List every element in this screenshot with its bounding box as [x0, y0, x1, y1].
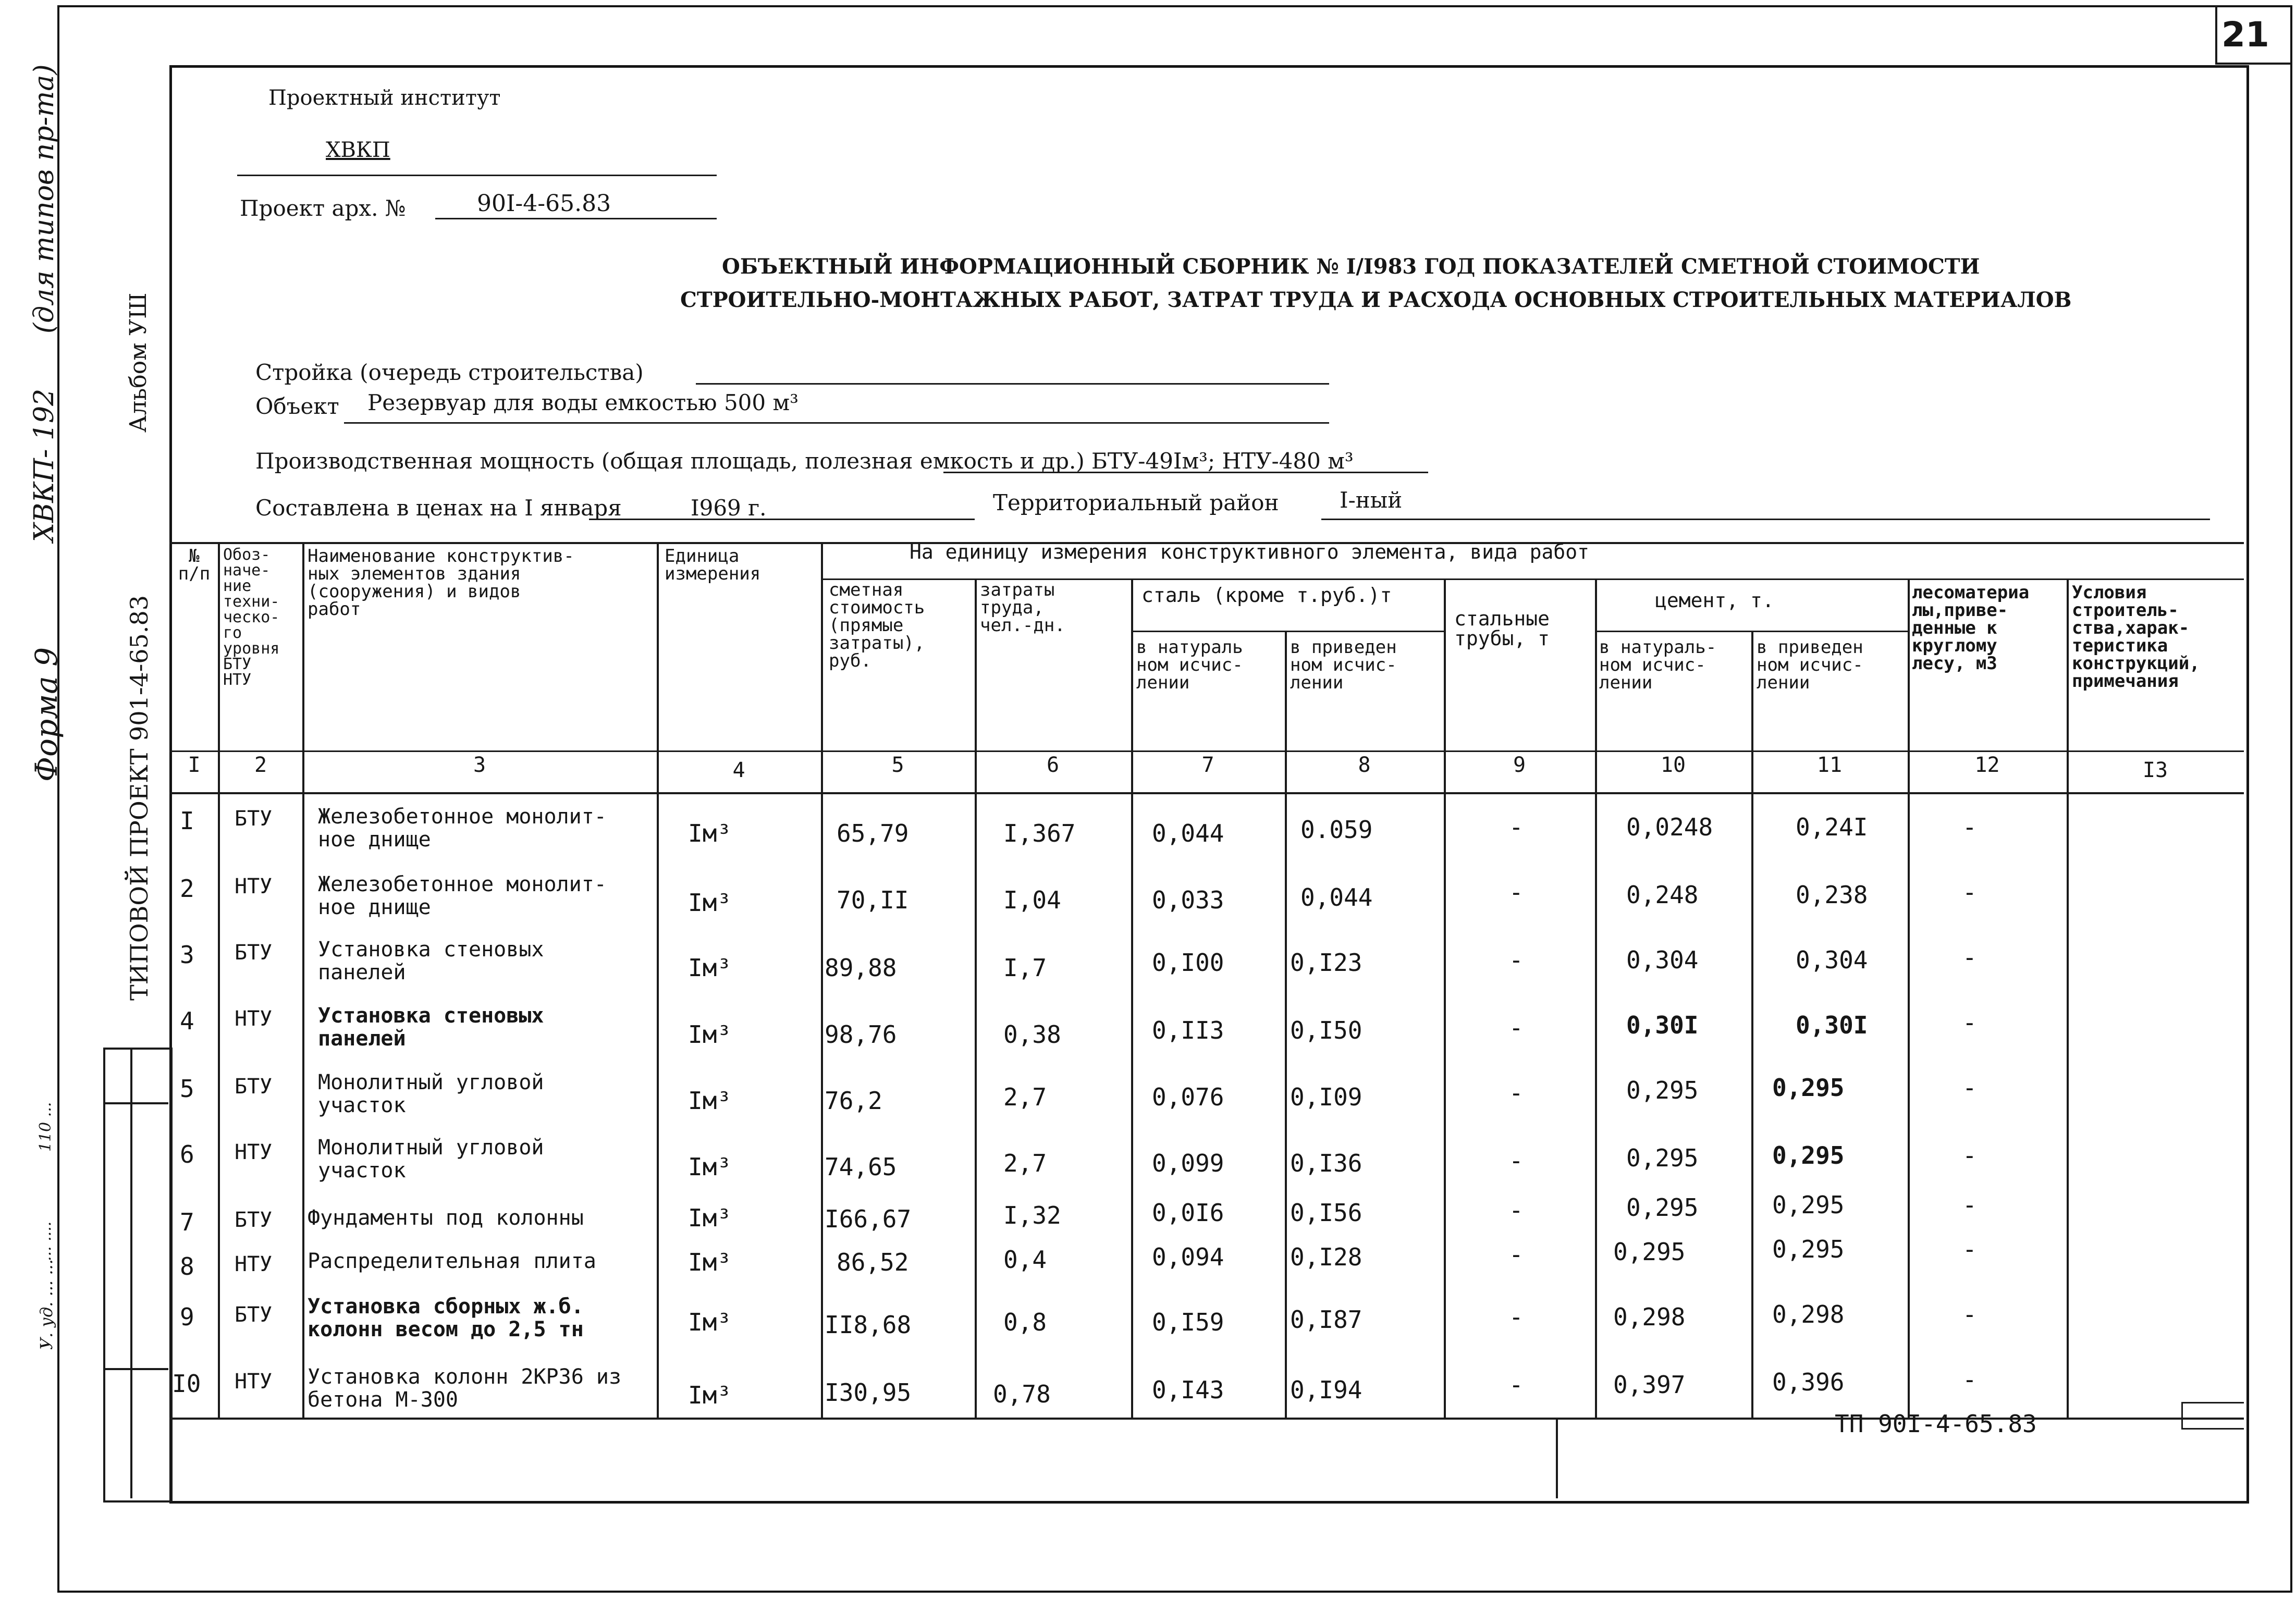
row-wood: -: [1962, 1074, 1977, 1102]
col-header-num: № п/п: [178, 546, 211, 584]
col-header-steel-red: в приведен ном исчис- лении: [1290, 637, 1397, 693]
row-pipes: -: [1509, 946, 1524, 974]
row-cem-nat: 0,295: [1613, 1238, 1686, 1266]
col-num-13: I3: [2142, 758, 2168, 782]
row-steel-red: 0,I56: [1290, 1199, 1362, 1227]
row-steel-red: 0,I50: [1290, 1016, 1362, 1044]
row-unit: Iм³: [688, 1087, 732, 1115]
row-level: НТУ: [235, 875, 273, 898]
stroika-label: Стройка (очередь строительства): [255, 360, 644, 385]
row-cem-red: 0,30I: [1796, 1011, 1868, 1039]
col-header-steel: сталь (кроме т.руб.)т: [1141, 584, 1392, 607]
row-steel-red: 0,I23: [1290, 949, 1362, 977]
row-level: БТУ: [235, 1075, 273, 1099]
footer-doc-code: ТП 90I-4-65.83: [1835, 1410, 2037, 1438]
row-cem-nat: 0,304: [1626, 946, 1699, 974]
row-cem-nat: 0,30I: [1626, 1011, 1699, 1039]
side-stamp-marks-2: 110 ...: [36, 1102, 55, 1152]
row-steel-red: 0,I87: [1290, 1306, 1362, 1334]
row-steel-nat: 0,044: [1152, 819, 1224, 847]
row-wood: -: [1962, 1300, 1977, 1328]
col-header-cement-nat: в натураль- ном исчис- лении: [1599, 637, 1717, 693]
title-line-1: ОБЪЕКТНЫЙ ИНФОРМАЦИОННЫЙ СБОРНИК № I/I983 ГОД ПОКАЗАТЕЛЕЙ СМЕТНОЙ СТОИМОСТИ: [722, 254, 1980, 279]
row-labor: 0,8: [1003, 1308, 1047, 1336]
col-num-4: 4: [732, 758, 745, 782]
row-num: I0: [172, 1370, 201, 1398]
col-header-unit: Единица измерения: [665, 546, 761, 584]
col-num-3: 3: [473, 753, 486, 777]
row-steel-red: 0,044: [1300, 883, 1373, 912]
inner-frame: [169, 65, 2249, 1504]
row-name: Железобетонное монолит- ное днище: [318, 805, 607, 852]
row-name: Фундаменты под колонны: [308, 1206, 584, 1230]
row-pipes: -: [1509, 1014, 1524, 1042]
row-cost: 76,2: [825, 1087, 882, 1115]
row-cost: I66,67: [825, 1205, 912, 1233]
row-num: 2: [180, 875, 194, 903]
side-handwritten-code: ХВКП- 192: [29, 388, 60, 542]
row-pipes: -: [1509, 1147, 1524, 1175]
institute-label: Проектный институт: [268, 86, 501, 110]
row-steel-nat: 0,I59: [1152, 1308, 1224, 1336]
row-unit: Iм³: [688, 1248, 732, 1276]
row-cem-red: 0,24I: [1796, 813, 1868, 841]
row-level: БТУ: [235, 1303, 273, 1327]
row-pipes: -: [1509, 1240, 1524, 1269]
row-cem-nat: 0,248: [1626, 881, 1699, 909]
col-num-10: 10: [1660, 753, 1686, 777]
row-num: 5: [180, 1075, 194, 1103]
row-cem-nat: 0,397: [1613, 1371, 1686, 1399]
col-header-level: Обоз- наче- ние техни- ческо- го уровня БТУ НТУ: [223, 546, 280, 689]
row-cost: II8,68: [825, 1311, 912, 1339]
row-unit: Iм³: [688, 1381, 732, 1409]
side-album: Альбом УШ: [125, 292, 152, 433]
object-value: Резервуар для воды емкостью 500 м³: [367, 390, 799, 415]
row-name: Монолитный угловой участок: [318, 1070, 544, 1117]
side-stamp-marks: У. уд. ... ...: [36, 1259, 56, 1350]
col-header-wood: лесоматериа лы,приве- денные к круглому лесу, м3: [1912, 582, 2030, 674]
row-pipes: -: [1509, 1196, 1524, 1224]
row-name: Установка сборных ж.б. колонн весом до 2,5 тн: [308, 1295, 584, 1341]
row-cem-nat: 0,295: [1626, 1193, 1699, 1222]
row-labor: I,367: [1003, 819, 1076, 847]
object-label: Объект: [255, 393, 339, 419]
row-unit: Iм³: [688, 1153, 732, 1181]
row-steel-nat: 0,099: [1152, 1149, 1224, 1177]
row-cost: 89,88: [825, 954, 897, 982]
col-header-group: На единицу измерения конструктивного элемента, вида работ: [910, 540, 1590, 563]
side-forma: Форма 9: [29, 647, 64, 782]
row-name: Установка стеновых панелей: [318, 938, 544, 984]
prices-label: Составлена в ценах на I января: [255, 495, 622, 521]
col-header-pipes: стальные трубы, т: [1454, 607, 1550, 650]
row-steel-red: 0,I36: [1290, 1149, 1362, 1177]
row-labor: I,7: [1003, 954, 1047, 982]
row-cost: 86,52: [837, 1248, 909, 1276]
col-num-5: 5: [891, 753, 904, 777]
col-num-11: 11: [1816, 753, 1843, 777]
row-level: БТУ: [235, 1208, 273, 1232]
row-num: 8: [180, 1252, 194, 1280]
row-pipes: -: [1509, 1303, 1524, 1331]
row-num: 4: [180, 1007, 194, 1035]
col-num-2: 2: [254, 753, 267, 777]
row-steel-nat: 0,I43: [1152, 1376, 1224, 1404]
row-cem-nat: 0,295: [1626, 1144, 1699, 1172]
col-header-steel-nat: в натураль ном исчис- лении: [1136, 637, 1243, 693]
row-wood: -: [1962, 1365, 1977, 1394]
row-wood: -: [1962, 1191, 1977, 1219]
row-steel-nat: 0,0I6: [1152, 1199, 1224, 1227]
row-steel-nat: 0,033: [1152, 886, 1224, 914]
row-cem-red: 0,396: [1772, 1368, 1845, 1396]
col-num-7: 7: [1201, 753, 1214, 777]
row-cem-red: 0,298: [1772, 1300, 1845, 1328]
col-header-cost: сметная стоимость (прямые затраты), руб.: [829, 580, 925, 671]
row-wood: -: [1962, 943, 1977, 971]
row-name: Железобетонное монолит- ное днище: [318, 872, 607, 919]
col-header-name: Наименование конструктив- ных элементов здания (сооружения) и видов работ: [308, 546, 574, 620]
row-num: 3: [180, 941, 194, 969]
col-header-cement-red: в приведен ном исчис- лении: [1757, 637, 1863, 693]
row-num: 6: [180, 1140, 194, 1168]
row-cem-red: 0,295: [1772, 1191, 1845, 1219]
row-pipes: -: [1509, 1371, 1524, 1399]
col-header-labor: затраты труда, чел.-дн.: [980, 580, 1065, 636]
row-labor: 0,78: [993, 1380, 1051, 1408]
row-wood: -: [1962, 1008, 1977, 1037]
row-labor: 0,4: [1003, 1246, 1047, 1274]
row-name: Установка колонн 2КР36 из бетона М-300: [308, 1365, 622, 1412]
row-pipes: -: [1509, 813, 1524, 841]
row-cem-nat: 0,295: [1626, 1076, 1699, 1104]
row-labor: 0,38: [1003, 1020, 1061, 1049]
row-cost: 70,II: [837, 886, 909, 914]
row-level: НТУ: [235, 1007, 273, 1031]
col-num-6: 6: [1046, 753, 1060, 777]
project-number: 90I-4-65.83: [477, 190, 611, 217]
row-level: БТУ: [235, 941, 273, 965]
col-num-8: 8: [1358, 753, 1371, 777]
row-steel-red: 0,I28: [1290, 1243, 1362, 1271]
side-handwritten-top: (для типов пр-та): [29, 64, 60, 334]
institute-name: ХВКП: [326, 138, 390, 162]
row-num: I: [180, 807, 194, 835]
project-label: Проект арх. №: [240, 195, 406, 221]
region-label: Территориальный район: [993, 490, 1279, 515]
row-level: БТУ: [235, 807, 273, 831]
side-project-vertical: ТИПОВОЙ ПРОЕКТ 901-4-65.83: [125, 595, 153, 1001]
row-labor: 2,7: [1003, 1083, 1047, 1111]
row-steel-nat: 0,II3: [1152, 1016, 1224, 1044]
row-wood: -: [1962, 1141, 1977, 1169]
row-cem-nat: 0,298: [1613, 1303, 1686, 1331]
row-name: Монолитный угловой участок: [318, 1136, 544, 1183]
row-level: НТУ: [235, 1140, 273, 1164]
row-steel-nat: 0,I00: [1152, 949, 1224, 977]
row-wood: -: [1962, 878, 1977, 906]
row-unit: Iм³: [688, 1308, 732, 1336]
row-cost: 74,65: [825, 1153, 897, 1181]
row-level: НТУ: [235, 1370, 273, 1394]
capacity-line: Производственная мощность (общая площадь, полезная емкость и др.) БТУ-49Iм³; НТУ-480 м³: [255, 448, 1354, 474]
row-steel-nat: 0,076: [1152, 1083, 1224, 1111]
row-labor: I,32: [1003, 1201, 1061, 1229]
row-level: НТУ: [235, 1252, 273, 1276]
col-header-cement: цемент, т.: [1655, 589, 1774, 612]
row-cem-nat: 0,0248: [1626, 813, 1713, 841]
row-steel-red: 0,I09: [1290, 1083, 1362, 1111]
col-header-notes: Условия строитель- ства,харак- теристика конструкций, примечания: [2072, 582, 2200, 692]
row-cem-red: 0,238: [1796, 881, 1868, 909]
row-cem-red: 0,295: [1772, 1074, 1845, 1102]
row-wood: -: [1962, 813, 1977, 841]
row-unit: Iм³: [688, 889, 732, 917]
row-pipes: -: [1509, 878, 1524, 906]
row-steel-red: 0,I94: [1290, 1376, 1362, 1404]
stamp-box: [103, 1048, 173, 1503]
row-name: Установка стеновых панелей: [318, 1004, 544, 1051]
row-cost: 65,79: [837, 819, 909, 847]
row-steel-nat: 0,094: [1152, 1243, 1224, 1271]
row-wood: -: [1962, 1235, 1977, 1263]
row-cost: 98,76: [825, 1020, 897, 1049]
row-cem-red: 0,295: [1772, 1141, 1845, 1169]
row-unit: Iм³: [688, 954, 732, 982]
row-unit: Iм³: [688, 1204, 732, 1232]
col-num-12: 12: [1974, 753, 2000, 777]
col-num-9: 9: [1513, 753, 1526, 777]
title-line-2: СТРОИТЕЛЬНО-МОНТАЖНЫХ РАБОТ, ЗАТРАТ ТРУДА И РАСХОДА ОСНОВНЫХ СТРОИТЕЛЬНЫХ МАТЕРИАЛОВ: [680, 288, 2072, 312]
row-labor: 2,7: [1003, 1149, 1047, 1177]
side-stamp-marks-3: ... ....: [36, 1221, 55, 1261]
row-labor: I,04: [1003, 886, 1061, 914]
row-pipes: -: [1509, 1079, 1524, 1107]
prices-value: I969 г.: [691, 495, 767, 521]
row-unit: Iм³: [688, 819, 732, 847]
col-num-1: I: [188, 753, 201, 777]
row-num: 7: [180, 1208, 194, 1236]
row-num: 9: [180, 1303, 194, 1331]
row-cost: I30,95: [825, 1378, 912, 1407]
region-value: I-ный: [1340, 487, 1403, 513]
page-number: 21: [2221, 15, 2269, 55]
row-name: Распределительная плита: [308, 1249, 596, 1273]
row-steel-red: 0.059: [1300, 816, 1373, 844]
row-unit: Iм³: [688, 1020, 732, 1049]
row-cem-red: 0,295: [1772, 1235, 1845, 1263]
row-cem-red: 0,304: [1796, 946, 1868, 974]
